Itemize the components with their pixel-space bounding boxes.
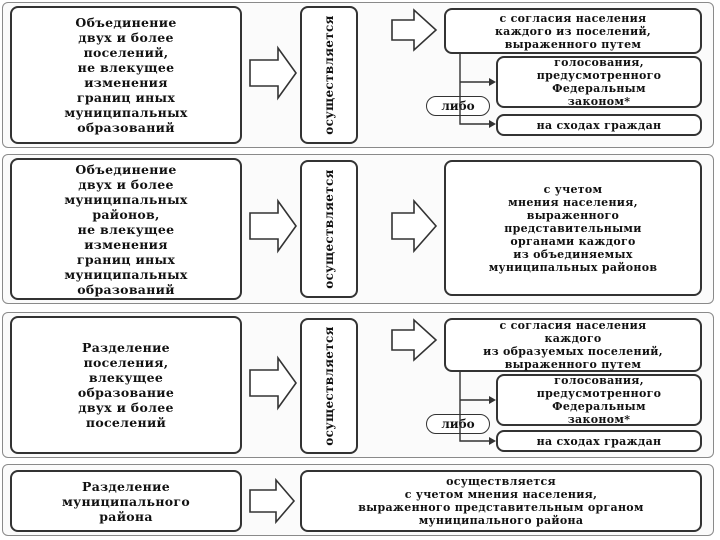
source-box-split-district	[10, 470, 242, 532]
verb-text: осуществляется	[322, 326, 336, 446]
consent-box	[444, 8, 702, 54]
source-text: Объединение двух и более муниципальных районов, не влекущее изменения границ иных муниципальных образований	[64, 161, 188, 297]
source-text: Разделение поселения, влекущее образование двух и более поселений	[77, 340, 175, 430]
consent-box	[444, 318, 702, 372]
result-box-districts	[444, 160, 702, 296]
verb-box	[300, 318, 358, 454]
either-text: либо	[441, 99, 475, 113]
option-voting-text: голосования, предусмотренного Федеральным законом*	[536, 56, 662, 108]
verb-text: осуществляется	[322, 169, 336, 289]
option-assembly-box	[496, 430, 702, 452]
result-box-split-district	[300, 470, 702, 532]
option-voting-box	[496, 374, 702, 426]
verb-box	[300, 6, 358, 144]
result-text: с учетом мнения населения, выраженного представительными органами каждого из объединяемых муниципальных районов	[488, 182, 658, 274]
source-text: Разделение муниципального района	[61, 478, 191, 524]
option-assembly-box	[496, 114, 702, 136]
option-voting-text: голосования, предусмотренного Федеральным законом*	[536, 374, 662, 426]
either-label	[426, 414, 490, 434]
either-label	[426, 96, 490, 116]
source-box-merge-districts	[10, 158, 242, 300]
result-text: осуществляется с учетом мнения населения, выраженного представительным органом муниципального района	[358, 475, 644, 527]
verb-text: осуществляется	[322, 15, 336, 135]
consent-text: с согласия населения каждого из поселений, выраженного путем	[494, 11, 652, 51]
source-text: Объединение двух и более поселений, не влекущее изменения границ иных муниципальных образований	[64, 15, 188, 135]
verb-box	[300, 160, 358, 298]
either-text: либо	[441, 417, 475, 431]
source-box-split-settlement	[10, 316, 242, 454]
option-assembly-text: на сходах граждан	[536, 118, 662, 132]
option-voting-box	[496, 56, 702, 108]
option-assembly-text: на сходах граждан	[536, 434, 662, 448]
source-box-merge-settlements	[10, 6, 242, 144]
consent-text: с согласия населения каждого из образуемых поселений, выраженного путем	[483, 319, 663, 371]
